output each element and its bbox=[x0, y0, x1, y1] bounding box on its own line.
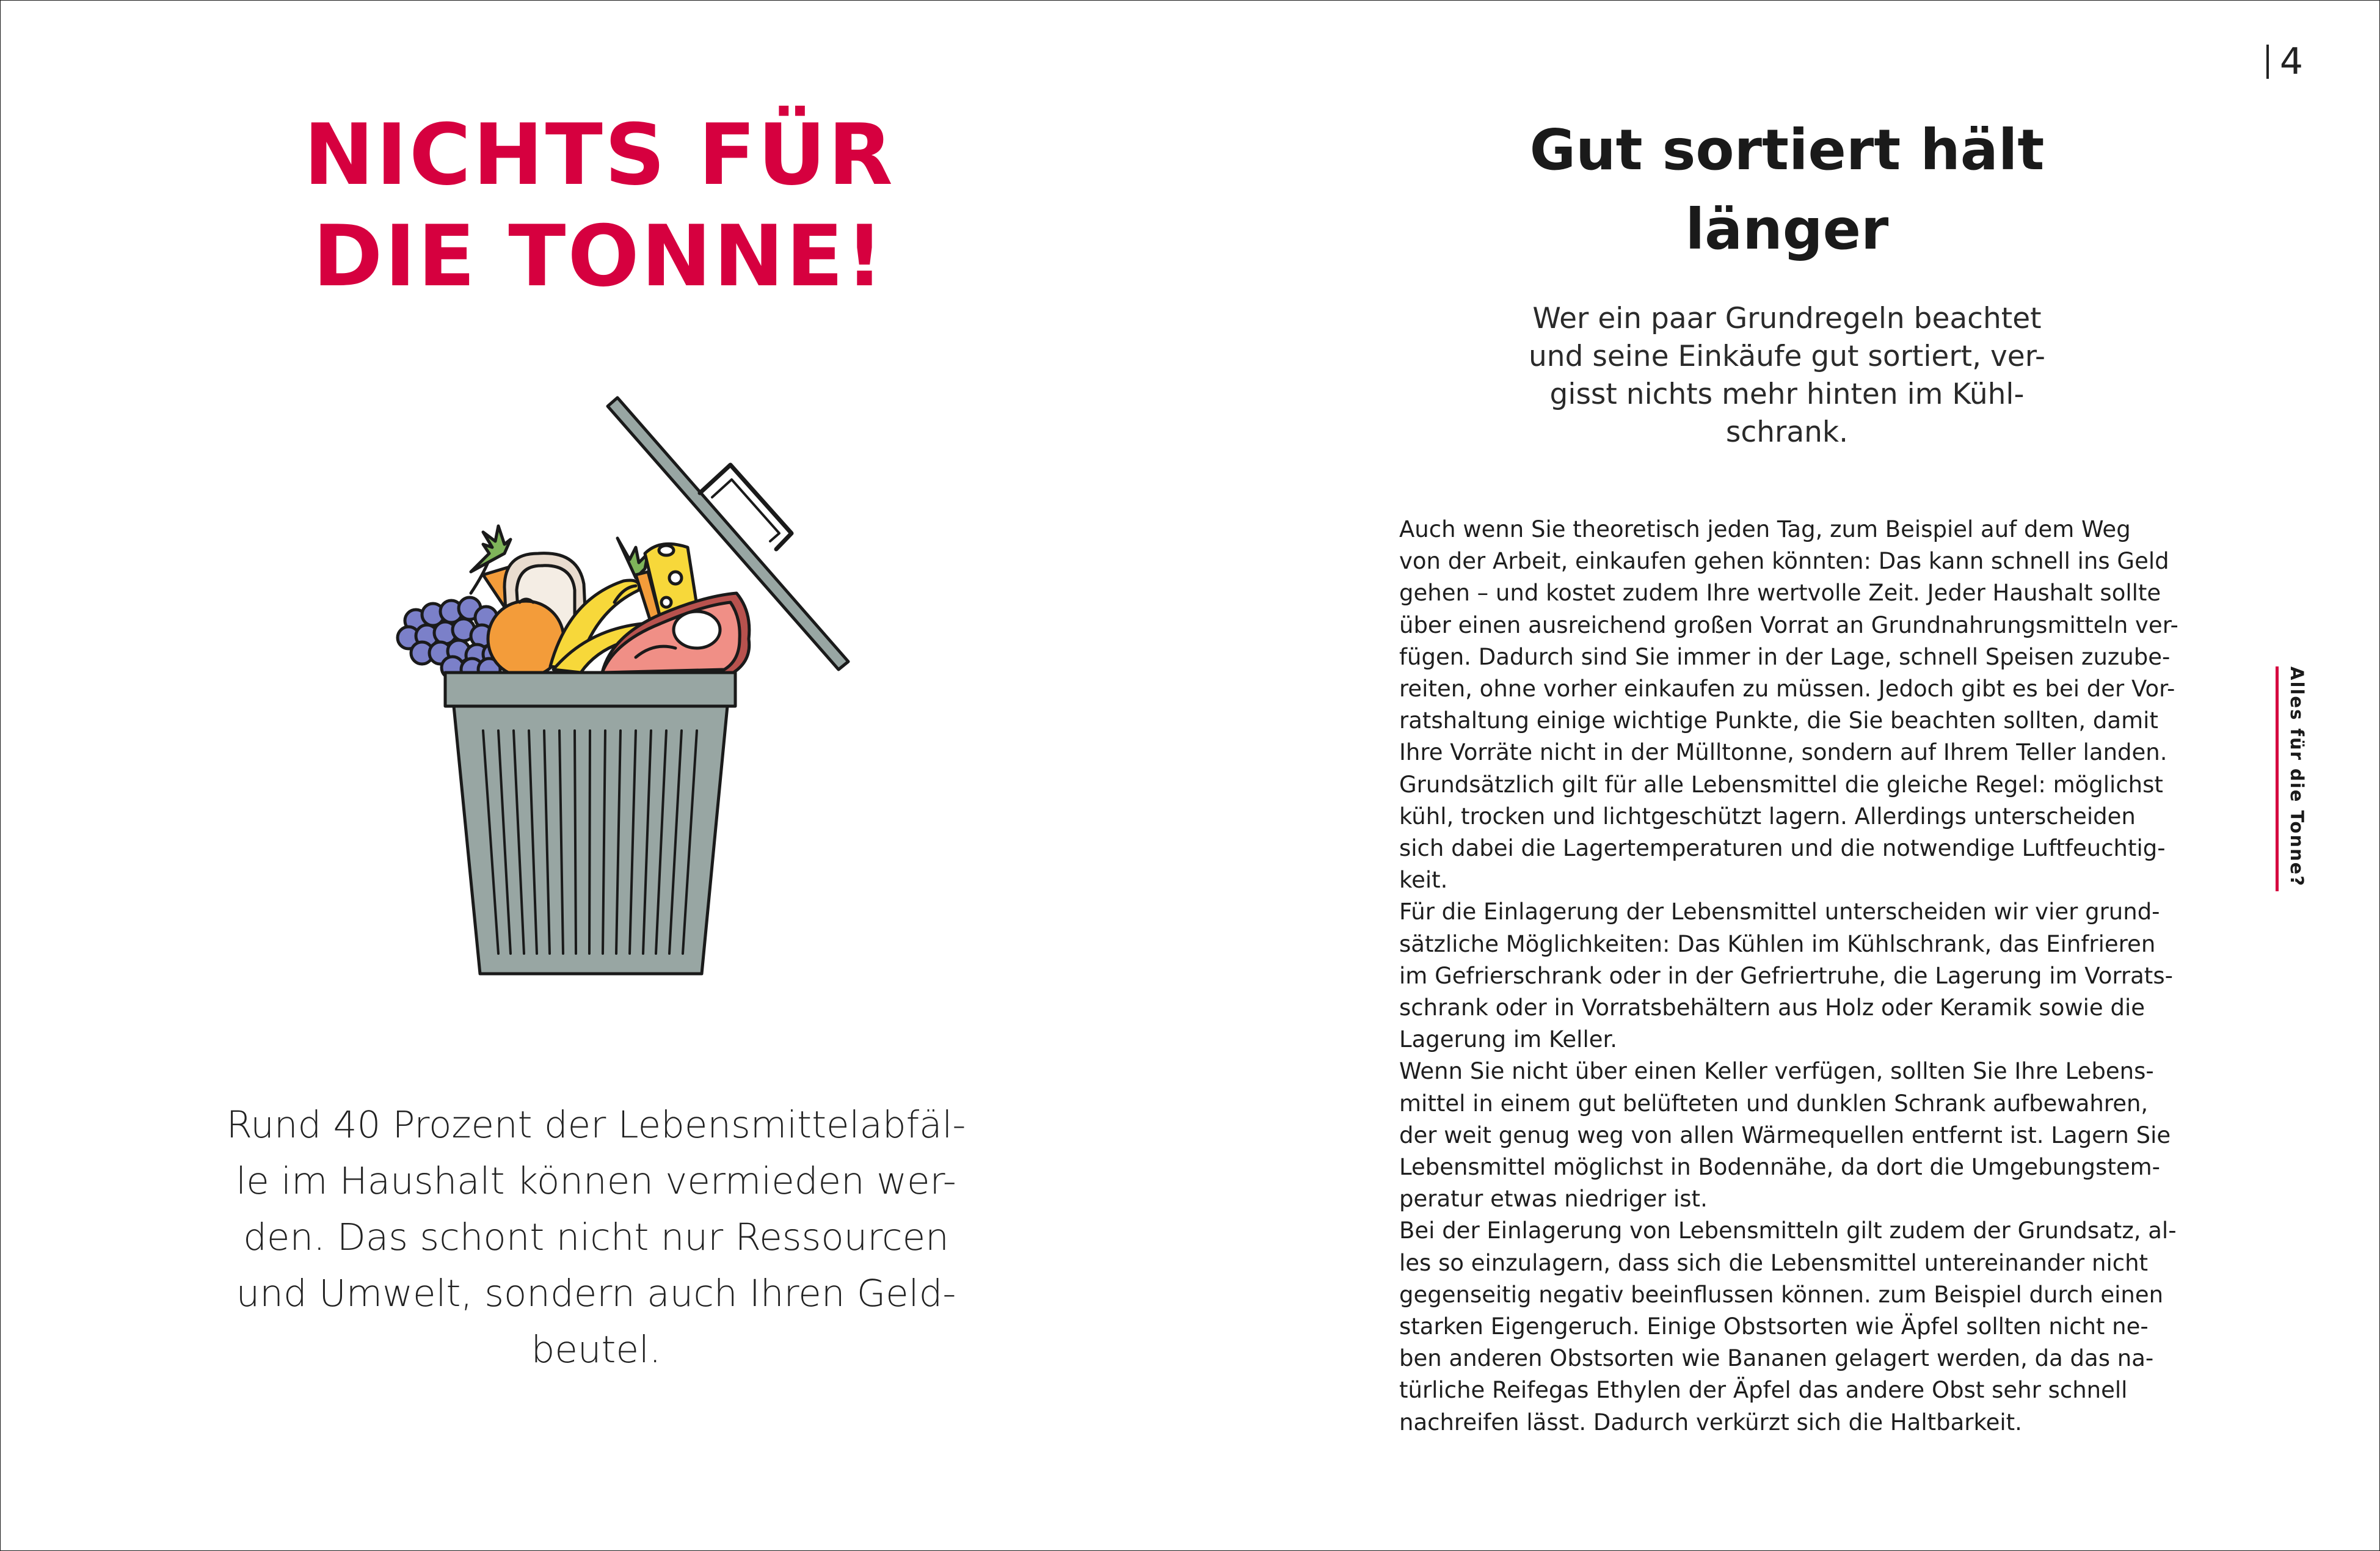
body-line: gehen – und kostet zudem Ihre wertvolle Zeit. Jeder Haushalt sollte bbox=[1399, 580, 2161, 607]
intro-line: Wer ein paar Grundregeln beachtet bbox=[1532, 302, 2042, 335]
intro-paragraph bbox=[1479, 300, 2095, 451]
trash-bin-with-food-illustration bbox=[379, 379, 868, 990]
body-line: gegenseitig negativ beeinflussen können. zum Beispiel durch einen bbox=[1399, 1281, 2164, 1308]
page-number bbox=[2266, 40, 2303, 83]
caption-line: beutel. bbox=[531, 1328, 661, 1371]
body-line: sich dabei die Lagertemperaturen und die notwendige Luftfeuchtig- bbox=[1399, 835, 2166, 862]
caption-line: den. Das schont nicht nur Ressourcen bbox=[243, 1216, 949, 1259]
body-line: Wenn Sie nicht über einen Keller verfügen, sollten Sie Ihre Lebens- bbox=[1399, 1058, 2154, 1085]
left-page-title bbox=[233, 104, 966, 307]
left-title-line: NICHTS FÜR bbox=[304, 106, 895, 204]
caption-line: le im Haushalt können vermieden wer- bbox=[236, 1159, 956, 1203]
body-line: starken Eigengeruch. Einige Obstsorten wie Äpfel sollten nicht ne- bbox=[1399, 1313, 2149, 1340]
body-line: fügen. Dadurch sind Sie immer in der Lage, schnell Speisen zuzube- bbox=[1399, 643, 2171, 670]
intro-line: und seine Einkäufe gut sortiert, ver- bbox=[1529, 340, 2045, 373]
body-line: kühl, trocken und lichtgeschützt lagern. Allerdings unterscheiden bbox=[1399, 803, 2136, 830]
body-line: schrank oder in Vorratsbehältern aus Holz oder Keramik sowie die bbox=[1399, 994, 2145, 1021]
page-number-divider bbox=[2266, 45, 2269, 79]
body-line: ratshaltung einige wichtige Punkte, die Sie beachten sollten, damit bbox=[1399, 707, 2158, 734]
body-line: Grundsätzlich gilt für alle Lebensmittel die gleiche Regel: möglichst bbox=[1399, 771, 2163, 798]
body-line: Auch wenn Sie theoretisch jeden Tag, zum Beispiel auf dem Weg bbox=[1399, 516, 2131, 542]
body-line: Lagerung im Keller. bbox=[1399, 1026, 1618, 1053]
body-line: Für die Einlagerung der Lebensmittel unterscheiden wir vier grund- bbox=[1399, 899, 2160, 925]
left-page-caption bbox=[184, 1097, 1008, 1378]
body-line: nachreifen lässt. Dadurch verkürzt sich die Haltbarkeit. bbox=[1399, 1409, 2022, 1436]
body-line: von der Arbeit, einkaufen gehen könnten: Das kann schnell ins Geld bbox=[1399, 548, 2169, 575]
chapter-tab-label: Alles für die Tonne? bbox=[2287, 666, 2307, 888]
left-title-line: DIE TONNE! bbox=[313, 207, 886, 305]
body-line: Bei der Einlagerung von Lebensmitteln gilt zudem der Grundsatz, al- bbox=[1399, 1217, 2177, 1244]
caption-line: und Umwelt, sondern auch Ihren Geld- bbox=[236, 1272, 956, 1315]
body-line: türliche Reifegas Ethylen der Äpfel das andere Obst sehr schnell bbox=[1399, 1377, 2128, 1404]
body-line: keit. bbox=[1399, 867, 1448, 894]
body-line: les so einzulagern, dass sich die Lebensmittel untereinander nicht bbox=[1399, 1249, 2149, 1276]
body-line: über einen ausreichend großen Vorrat an Grundnahrungsmitteln ver- bbox=[1399, 611, 2178, 638]
body-line: der weit genug weg von allen Wärmequellen entfernt ist. Lagern Sie bbox=[1399, 1122, 2171, 1148]
page-number-value: 4 bbox=[2279, 40, 2303, 83]
body-line: sätzliche Möglichkeiten: Das Kühlen im Kühlschrank, das Einfrieren bbox=[1399, 930, 2156, 957]
right-title-line: länger bbox=[1685, 197, 1889, 262]
body-line: im Gefrierschrank oder in der Gefriertruhe, die Lagerung im Vorrats- bbox=[1399, 962, 2173, 989]
body-line: ben anderen Obstsorten wie Bananen gelagert werden, da das na- bbox=[1399, 1345, 2154, 1372]
intro-line: gisst nichts mehr hinten im Kühl- bbox=[1549, 378, 2025, 411]
chapter-side-tab bbox=[2276, 666, 2306, 891]
body-line: Ihre Vorräte nicht in der Mülltonne, sondern auf Ihrem Teller landen. bbox=[1399, 739, 2167, 766]
caption-line: Rund 40 Prozent der Lebensmittelabfäl- bbox=[226, 1103, 966, 1147]
intro-line: schrank. bbox=[1725, 415, 1849, 449]
right-title-line: Gut sortiert hält bbox=[1529, 117, 2045, 183]
body-text bbox=[1399, 514, 2211, 1439]
body-line: Lebensmittel möglichst in Bodennähe, da dort die Umgebungstem- bbox=[1399, 1154, 2160, 1181]
body-line: peratur etwas niedriger ist. bbox=[1399, 1186, 1708, 1213]
body-line: reiten, ohne vorher einkaufen zu müssen. Jedoch gibt es bei der Vor- bbox=[1399, 676, 2175, 703]
chapter-tab-accent-line bbox=[2276, 666, 2279, 891]
right-page-title bbox=[1479, 111, 2095, 269]
trash-bin-icon bbox=[445, 673, 735, 974]
body-line: mittel in einem gut belüfteten und dunklen Schrank aufbewahren, bbox=[1399, 1090, 2149, 1117]
